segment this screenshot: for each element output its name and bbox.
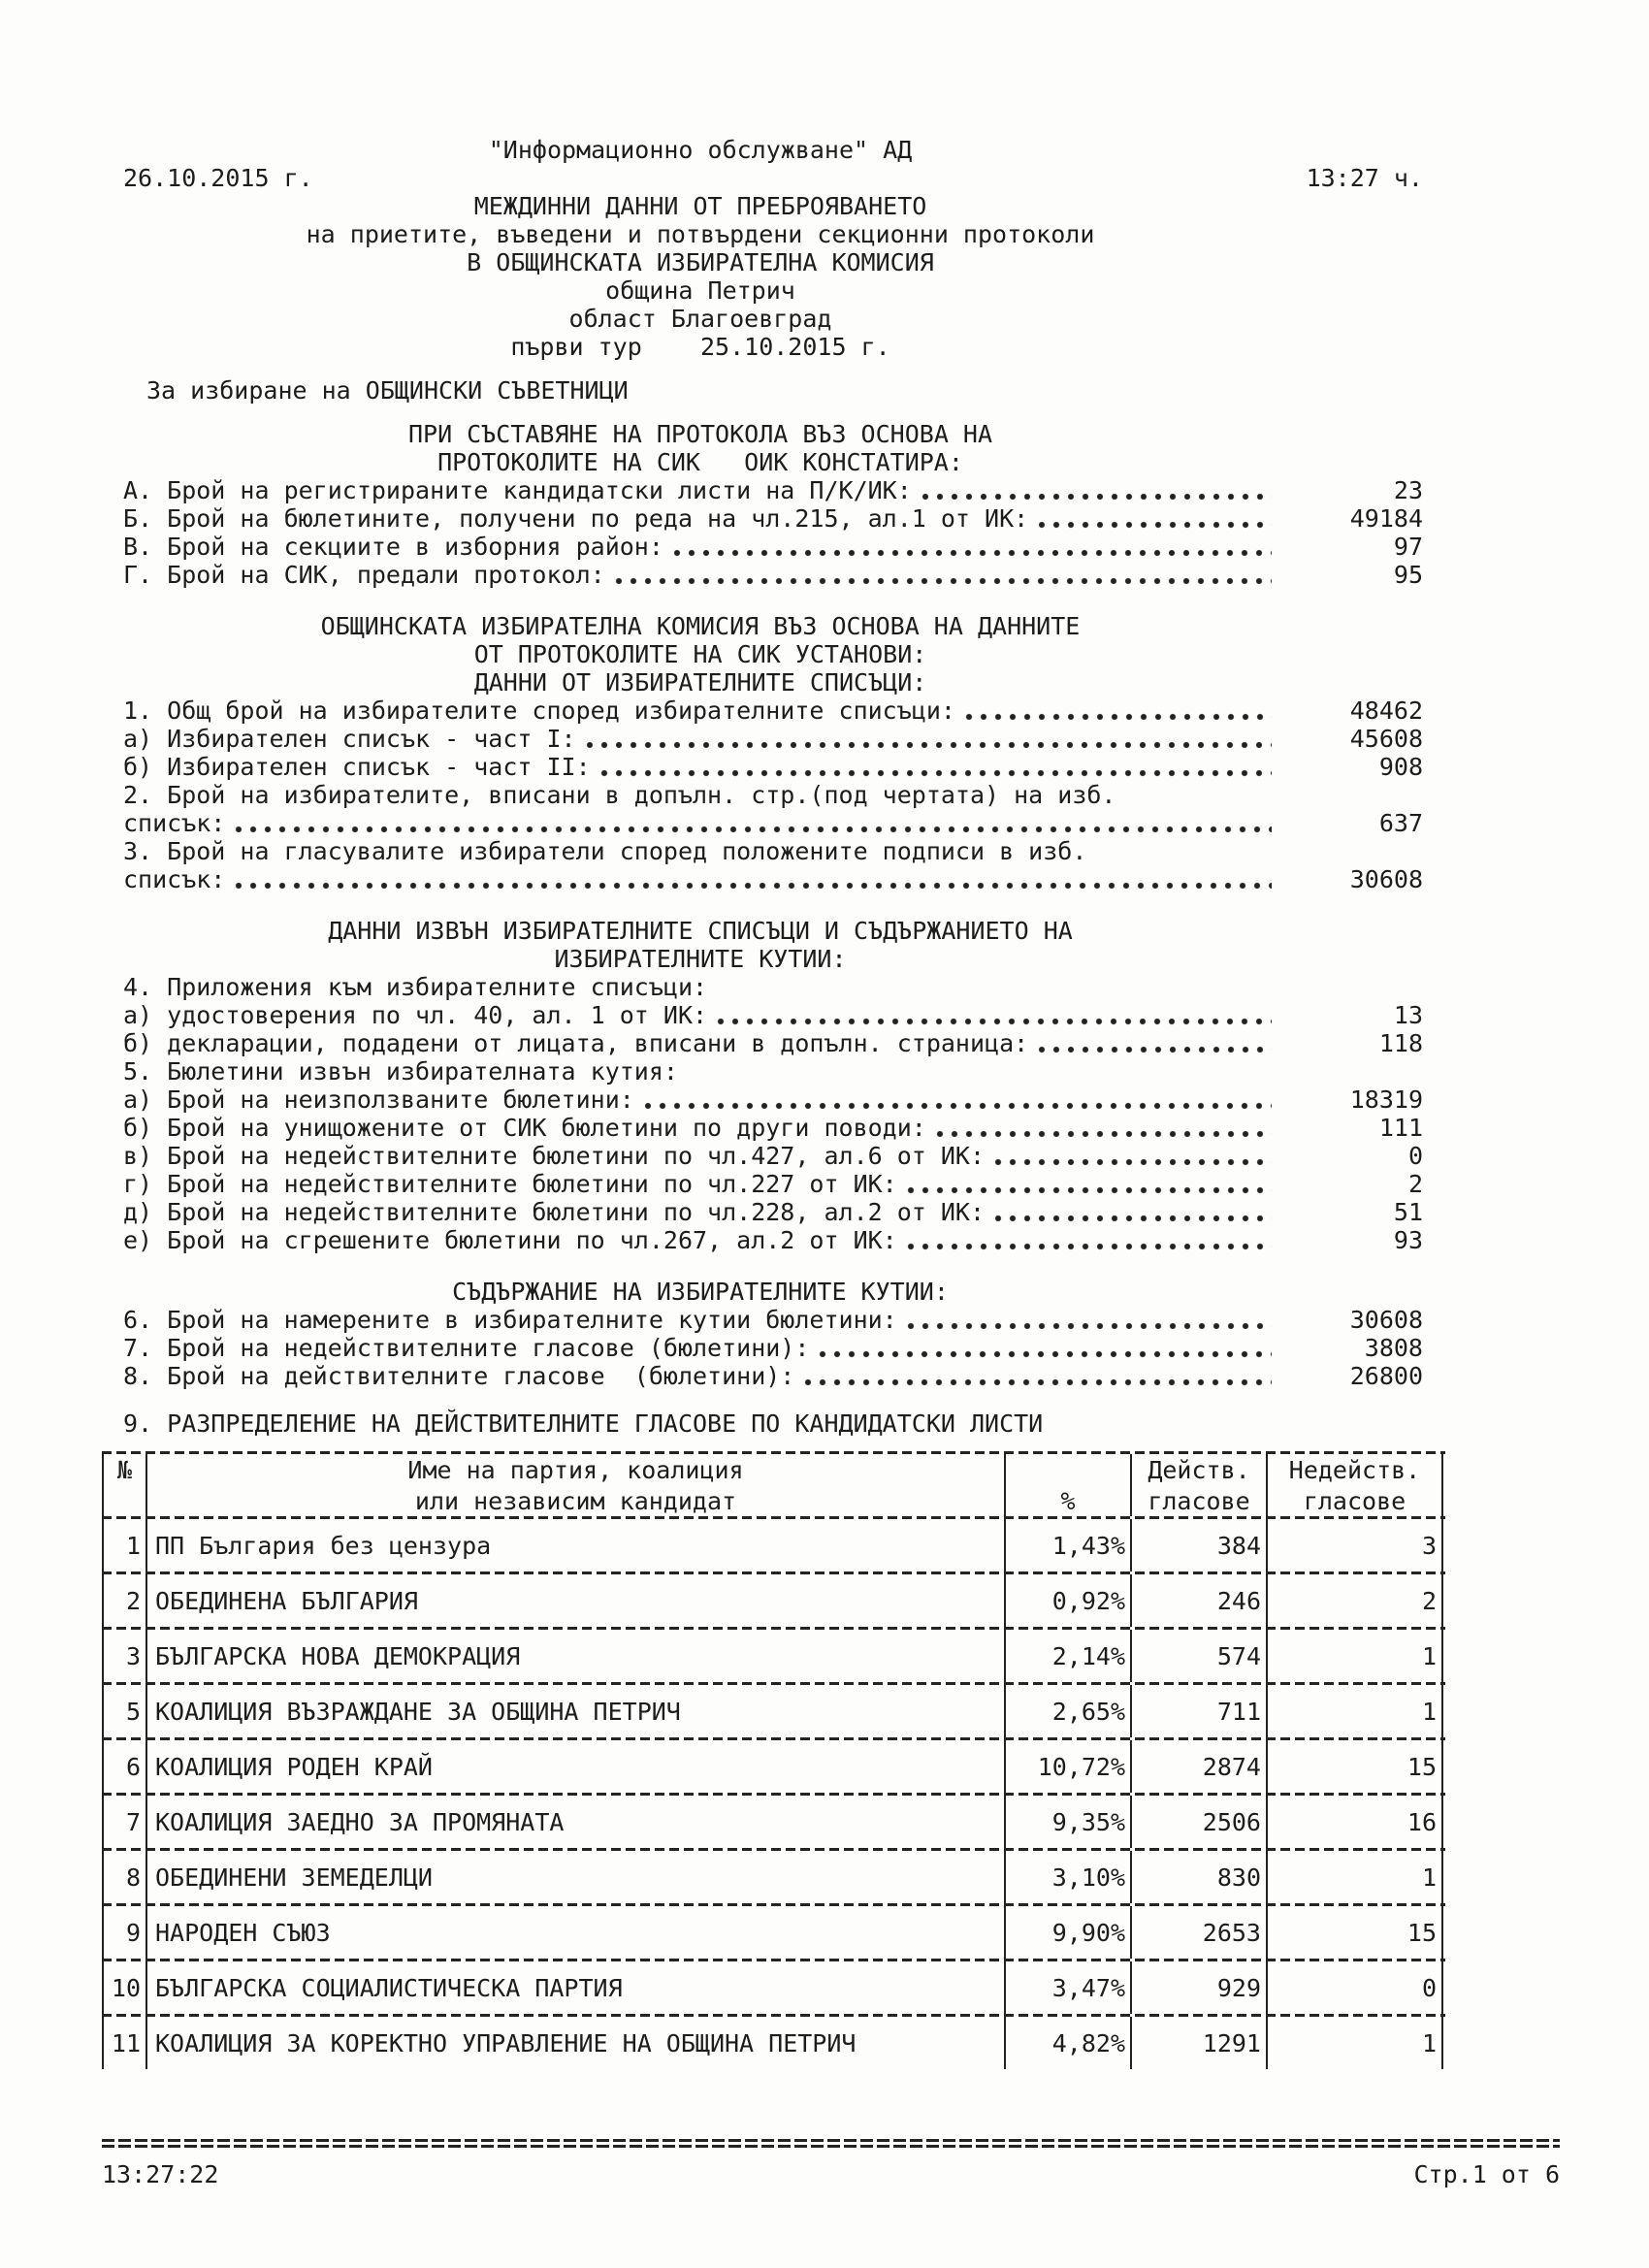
party-percent: 1,43% [1004,1519,1130,1571]
table-row [102,1519,1445,1571]
party-name: НАРОДЕН СЪЮЗ [146,1906,1004,1959]
item-value: 13 [1393,1001,1423,1029]
col-header-party-name-2: или независим кандидат [146,1485,1004,1516]
document-time: 13:27 ч. [1306,164,1423,192]
item-value: 26800 [1349,1362,1423,1390]
centered-text-line: ОБЩИНСКАТА ИЗБИРАТЕЛНА КОМИСИЯ ВЪЗ ОСНОВА НА ДАННИТЕ [320,612,1081,640]
section-items [123,476,1423,589]
protocol-item-line [123,1362,1423,1390]
item-label: списък: [123,865,226,893]
party-invalid-votes: 1 [1266,1685,1443,1737]
protocol-item-line [123,533,1423,561]
item-value: 637 [1378,809,1423,837]
protocol-item-line [123,973,1423,1001]
protocol-item-line [123,504,1423,533]
item-label: г) Брой на недействителните бюлетини по чл.227 от ИК: [123,1170,897,1198]
party-valid-votes: 384 [1130,1519,1266,1571]
dotted-leader [994,1215,1272,1222]
dotted-leader [1038,521,1272,529]
item-label: д) Брой на недействителните бюлетини по чл.228, ал.2 от ИК: [123,1198,986,1226]
protocol-item-line [123,1114,1423,1142]
dotted-leader [965,713,1272,721]
centered-text-line: МЕЖДИННИ ДАННИ ОТ ПРЕБРОЯВАНЕТО [473,192,927,220]
item-label: 6. Брой на намерените в избирателните кутии бюлетини: [123,1306,897,1334]
centered-text-line: ДАННИ ИЗВЪН ИЗБИРАТЕЛНИТЕ СПИСЪЦИ И СЪДЪРЖАНИЕТО НА [328,917,1073,945]
col-header-number: № [102,1454,146,1485]
table-header-row-2 [102,1485,1445,1516]
section-items [123,1306,1423,1390]
item-label: 5. Бюлетини извън избирателната кутия: [123,1057,678,1085]
item-value: 30608 [1349,1306,1423,1334]
table-row [102,1961,1445,2014]
protocol-item-line [123,697,1423,725]
party-percent: 9,90% [1004,1906,1130,1959]
party-percent: 2,65% [1004,1685,1130,1737]
party-invalid-votes: 16 [1266,1796,1443,1848]
item-label: в) Брой на недействителните бюлетини по чл.427, ал.6 от ИК: [123,1142,986,1170]
party-number: 8 [102,1851,146,1903]
item-value: 111 [1378,1114,1423,1142]
col-header-invalid-1: Недейств. [1266,1454,1443,1485]
party-name: ПП България без цензура [146,1519,1004,1571]
page-footer [102,2139,1560,2188]
party-valid-votes: 246 [1130,1574,1266,1627]
col-header-valid-2: гласове [1130,1485,1266,1516]
party-number: 1 [102,1519,146,1571]
party-name: ОБЕДИНЕНИ ЗЕМЕДЕЛЦИ [146,1851,1004,1903]
item-value: 30608 [1349,865,1423,893]
dotted-leader [922,493,1272,501]
protocol-item-line [123,1334,1423,1362]
item-label: б) декларации, подадени от лицата, вписани в допълн. страница: [123,1029,1029,1057]
protocol-item-line [123,1170,1423,1198]
item-label: В. Брой на секциите в изборния район: [123,533,663,561]
party-number: 7 [102,1796,146,1848]
centered-text-line: В ОБЩИНСКАТА ИЗБИРАТЕЛНА КОМИСИЯ [467,248,934,276]
protocol-item-line [123,725,1423,753]
party-number: 2 [102,1574,146,1627]
section-protocol-findings [123,420,1423,589]
distribution-title: 9. РАЗПРЕДЕЛЕНИЕ НА ДЕЙСТВИТЕЛНИТЕ ГЛАСОВЕ ПО КАНДИДАТСКИ ЛИСТИ [123,1409,1044,1438]
dotted-leader [235,882,1272,890]
protocol-item-line [123,1306,1423,1334]
party-valid-votes: 2506 [1130,1796,1266,1848]
item-label: 8. Брой на действителните гласове (бюлетини): [123,1362,795,1390]
date-time-row [123,164,1423,192]
party-name: БЪЛГАРСКА СОЦИАЛИСТИЧЕСКА ПАРТИЯ [146,1961,1004,2014]
party-invalid-votes: 15 [1266,1740,1443,1793]
item-value: 48462 [1349,697,1423,725]
party-name: КОАЛИЦИЯ ЗА КОРЕКТНО УПРАВЛЕНИЕ НА ОБЩИНА ПЕТРИЧ [146,2017,1004,2069]
protocol-item-line [123,1226,1423,1254]
item-label: а) Брой на неизползваните бюлетини: [123,1085,634,1114]
party-name: КОАЛИЦИЯ ВЪЗРАЖДАНЕ ЗА ОБЩИНА ПЕТРИЧ [146,1685,1004,1737]
party-valid-votes: 2874 [1130,1740,1266,1793]
dotted-leader [717,1018,1272,1025]
item-value: 95 [1393,561,1423,589]
table-row [102,1685,1445,1737]
centered-text-line: ПРОТОКОЛИТЕ НА СИК ОИК КОНСТАТИРА: [437,448,963,476]
protocol-item-line [123,809,1423,837]
protocol-item-line [123,865,1423,893]
item-label: а) удостоверения по чл. 40, ал. 1 от ИК: [123,1001,708,1029]
party-percent: 4,82% [1004,2017,1130,2069]
party-number: 9 [102,1906,146,1959]
col-header-party-name-1: Име на партия, коалиция [146,1454,1004,1485]
party-invalid-votes: 2 [1266,1574,1443,1627]
item-label: 4. Приложения към избирателните списъци: [123,973,708,1001]
col-header-percent-blank [1004,1454,1130,1485]
item-label: 2. Брой на избирателите, вписани в допълн. стр.(под чертата) на изб. [123,781,1116,809]
protocol-item-line [123,1085,1423,1114]
party-valid-votes: 574 [1130,1630,1266,1682]
table-body [102,1516,1445,2069]
document-content [111,136,1437,2069]
centered-text-line: на приетите, въведени и потвърдени секционни протоколи [306,220,1095,248]
section-heading [123,1278,1423,1306]
document-title-block [123,192,1423,361]
protocol-item-line [123,837,1423,865]
item-label: Г. Брой на СИК, предали протокол: [123,561,605,589]
party-percent: 10,72% [1004,1740,1130,1793]
party-invalid-votes: 1 [1266,2017,1443,2069]
table-row [102,1740,1445,1793]
table-header-row-1 [102,1454,1445,1485]
centered-text-line: ОТ ПРОТОКОЛИТЕ НА СИК УСТАНОВИ: [473,640,927,668]
dotted-leader [907,1243,1272,1250]
centered-text-line: първи тур 25.10.2015 г. [510,333,890,361]
item-label: 7. Брой на недействителните гласове (бюлетини): [123,1334,810,1362]
section-heading [123,420,1423,476]
footer-print-time: 13:27:22 [102,2160,219,2188]
item-value: 118 [1378,1029,1423,1057]
party-invalid-votes: 15 [1266,1906,1443,1959]
party-invalid-votes: 0 [1266,1961,1443,2014]
col-header-valid-1: Действ. [1130,1454,1266,1485]
item-value: 23 [1393,476,1423,504]
centered-text-line: община Петрич [605,276,795,305]
centered-text-line: област Благоевград [568,305,832,333]
item-value: 51 [1393,1198,1423,1226]
party-percent: 2,14% [1004,1630,1130,1682]
table-row [102,1906,1445,1959]
item-value: 93 [1393,1226,1423,1254]
item-label: Б. Брой на бюлетините, получени по реда на чл.215, ал.1 от ИК: [123,504,1029,533]
item-label: А. Брой на регистрираните кандидатски листи на П/К/ИК: [123,476,912,504]
party-number: 3 [102,1630,146,1682]
party-number: 10 [102,1961,146,2014]
centered-text-line: ПРИ СЪСТАВЯНЕ НА ПРОТОКОЛА ВЪЗ ОСНОВА НА [407,420,993,448]
party-name: БЪЛГАРСКА НОВА ДЕМОКРАЦИЯ [146,1630,1004,1682]
dotted-leader [936,1130,1272,1138]
centered-text-line: ДАННИ ОТ ИЗБИРАТЕЛНИТЕ СПИСЪЦИ: [473,668,927,697]
election-type-line: За избиране на ОБЩИНСКИ СЪВЕТНИЦИ [146,376,629,405]
table-row [102,1630,1445,1682]
party-number: 5 [102,1685,146,1737]
party-valid-votes: 830 [1130,1851,1266,1903]
party-invalid-votes: 1 [1266,1851,1443,1903]
table-row [102,1796,1445,1848]
party-valid-votes: 2653 [1130,1906,1266,1959]
party-name: ОБЕДИНЕНА БЪЛГАРИЯ [146,1574,1004,1627]
party-percent: 0,92% [1004,1574,1130,1627]
section-items [123,697,1423,893]
protocol-item-line [123,1142,1423,1170]
dotted-leader [907,1322,1272,1330]
protocol-item-line [123,1029,1423,1057]
protocol-item-line [123,781,1423,809]
dotted-leader [1038,1046,1272,1053]
dotted-leader [673,549,1272,557]
col-header-number-blank [102,1485,146,1516]
party-name: КОАЛИЦИЯ РОДЕН КРАЙ [146,1740,1004,1793]
footer-page-number: Стр.1 от 6 [1413,2160,1560,2188]
centered-text-line: ИЗБИРАТЕЛНИТЕ КУТИИ: [554,945,847,973]
section-heading [123,612,1423,697]
party-valid-votes: 711 [1130,1685,1266,1737]
dotted-leader [600,769,1272,777]
dotted-leader [907,1186,1272,1194]
item-value: 3808 [1364,1334,1423,1362]
item-label: 1. Общ брой на избирателите според избирателните списъци: [123,697,955,725]
party-invalid-votes: 3 [1266,1519,1443,1571]
dotted-leader [819,1350,1272,1358]
item-label: б) Избирателен списък - част II: [123,753,591,781]
item-value: 49184 [1349,504,1423,533]
dotted-leader [235,826,1272,833]
item-value: 0 [1407,1142,1423,1170]
company-name: "Информационно обслужване" АД [488,136,913,164]
col-header-invalid-2: гласове [1266,1485,1443,1516]
section-heading [123,917,1423,973]
party-percent: 3,47% [1004,1961,1130,2014]
section-outside-lists [123,917,1423,1254]
footer-separator-line [102,2139,1560,2149]
dotted-leader [644,1102,1272,1110]
party-percent: 9,35% [1004,1796,1130,1848]
protocol-item-line [123,1198,1423,1226]
section-voter-lists [123,612,1423,893]
party-valid-votes: 929 [1130,1961,1266,2014]
results-table [102,1451,1445,2069]
dotted-leader [804,1378,1272,1386]
col-header-percent: % [1004,1485,1130,1516]
item-label: списък: [123,809,226,837]
item-value: 45608 [1349,725,1423,753]
protocol-item-line [123,561,1423,589]
dotted-leader [615,577,1272,585]
item-value: 908 [1378,753,1423,781]
table-row [102,2017,1445,2069]
party-number: 6 [102,1740,146,1793]
table-row [102,1574,1445,1627]
section-ballot-box-contents [123,1278,1423,1390]
party-number: 11 [102,2017,146,2069]
document-date: 26.10.2015 г. [123,164,313,192]
item-label: а) Избирателен списък - част I: [123,725,576,753]
dotted-leader [586,741,1272,749]
item-value: 18319 [1349,1085,1423,1114]
table-row [102,1851,1445,1903]
party-invalid-votes: 1 [1266,1630,1443,1682]
protocol-item-line [123,1001,1423,1029]
item-label: 3. Брой на гласувалите избиратели според положените подписи в изб. [123,837,1087,865]
item-label: е) Брой на сгрешените бюлетини по чл.267, ал.2 от ИК: [123,1226,897,1254]
dotted-leader [994,1158,1272,1166]
protocol-item-line [123,476,1423,504]
item-value: 2 [1407,1170,1423,1198]
party-percent: 3,10% [1004,1851,1130,1903]
party-valid-votes: 1291 [1130,2017,1266,2069]
item-value: 97 [1393,533,1423,561]
protocol-item-line [123,1057,1423,1085]
party-name: КОАЛИЦИЯ ЗАЕДНО ЗА ПРОМЯНАТА [146,1796,1004,1848]
centered-text-line: СЪДЪРЖАНИЕ НА ИЗБИРАТЕЛНИТЕ КУТИИ: [452,1278,949,1306]
footer-text-row [102,2160,1560,2188]
section-items [123,973,1423,1254]
protocol-item-line [123,753,1423,781]
item-label: б) Брой на унищожените от СИК бюлетини по други поводи: [123,1114,926,1142]
